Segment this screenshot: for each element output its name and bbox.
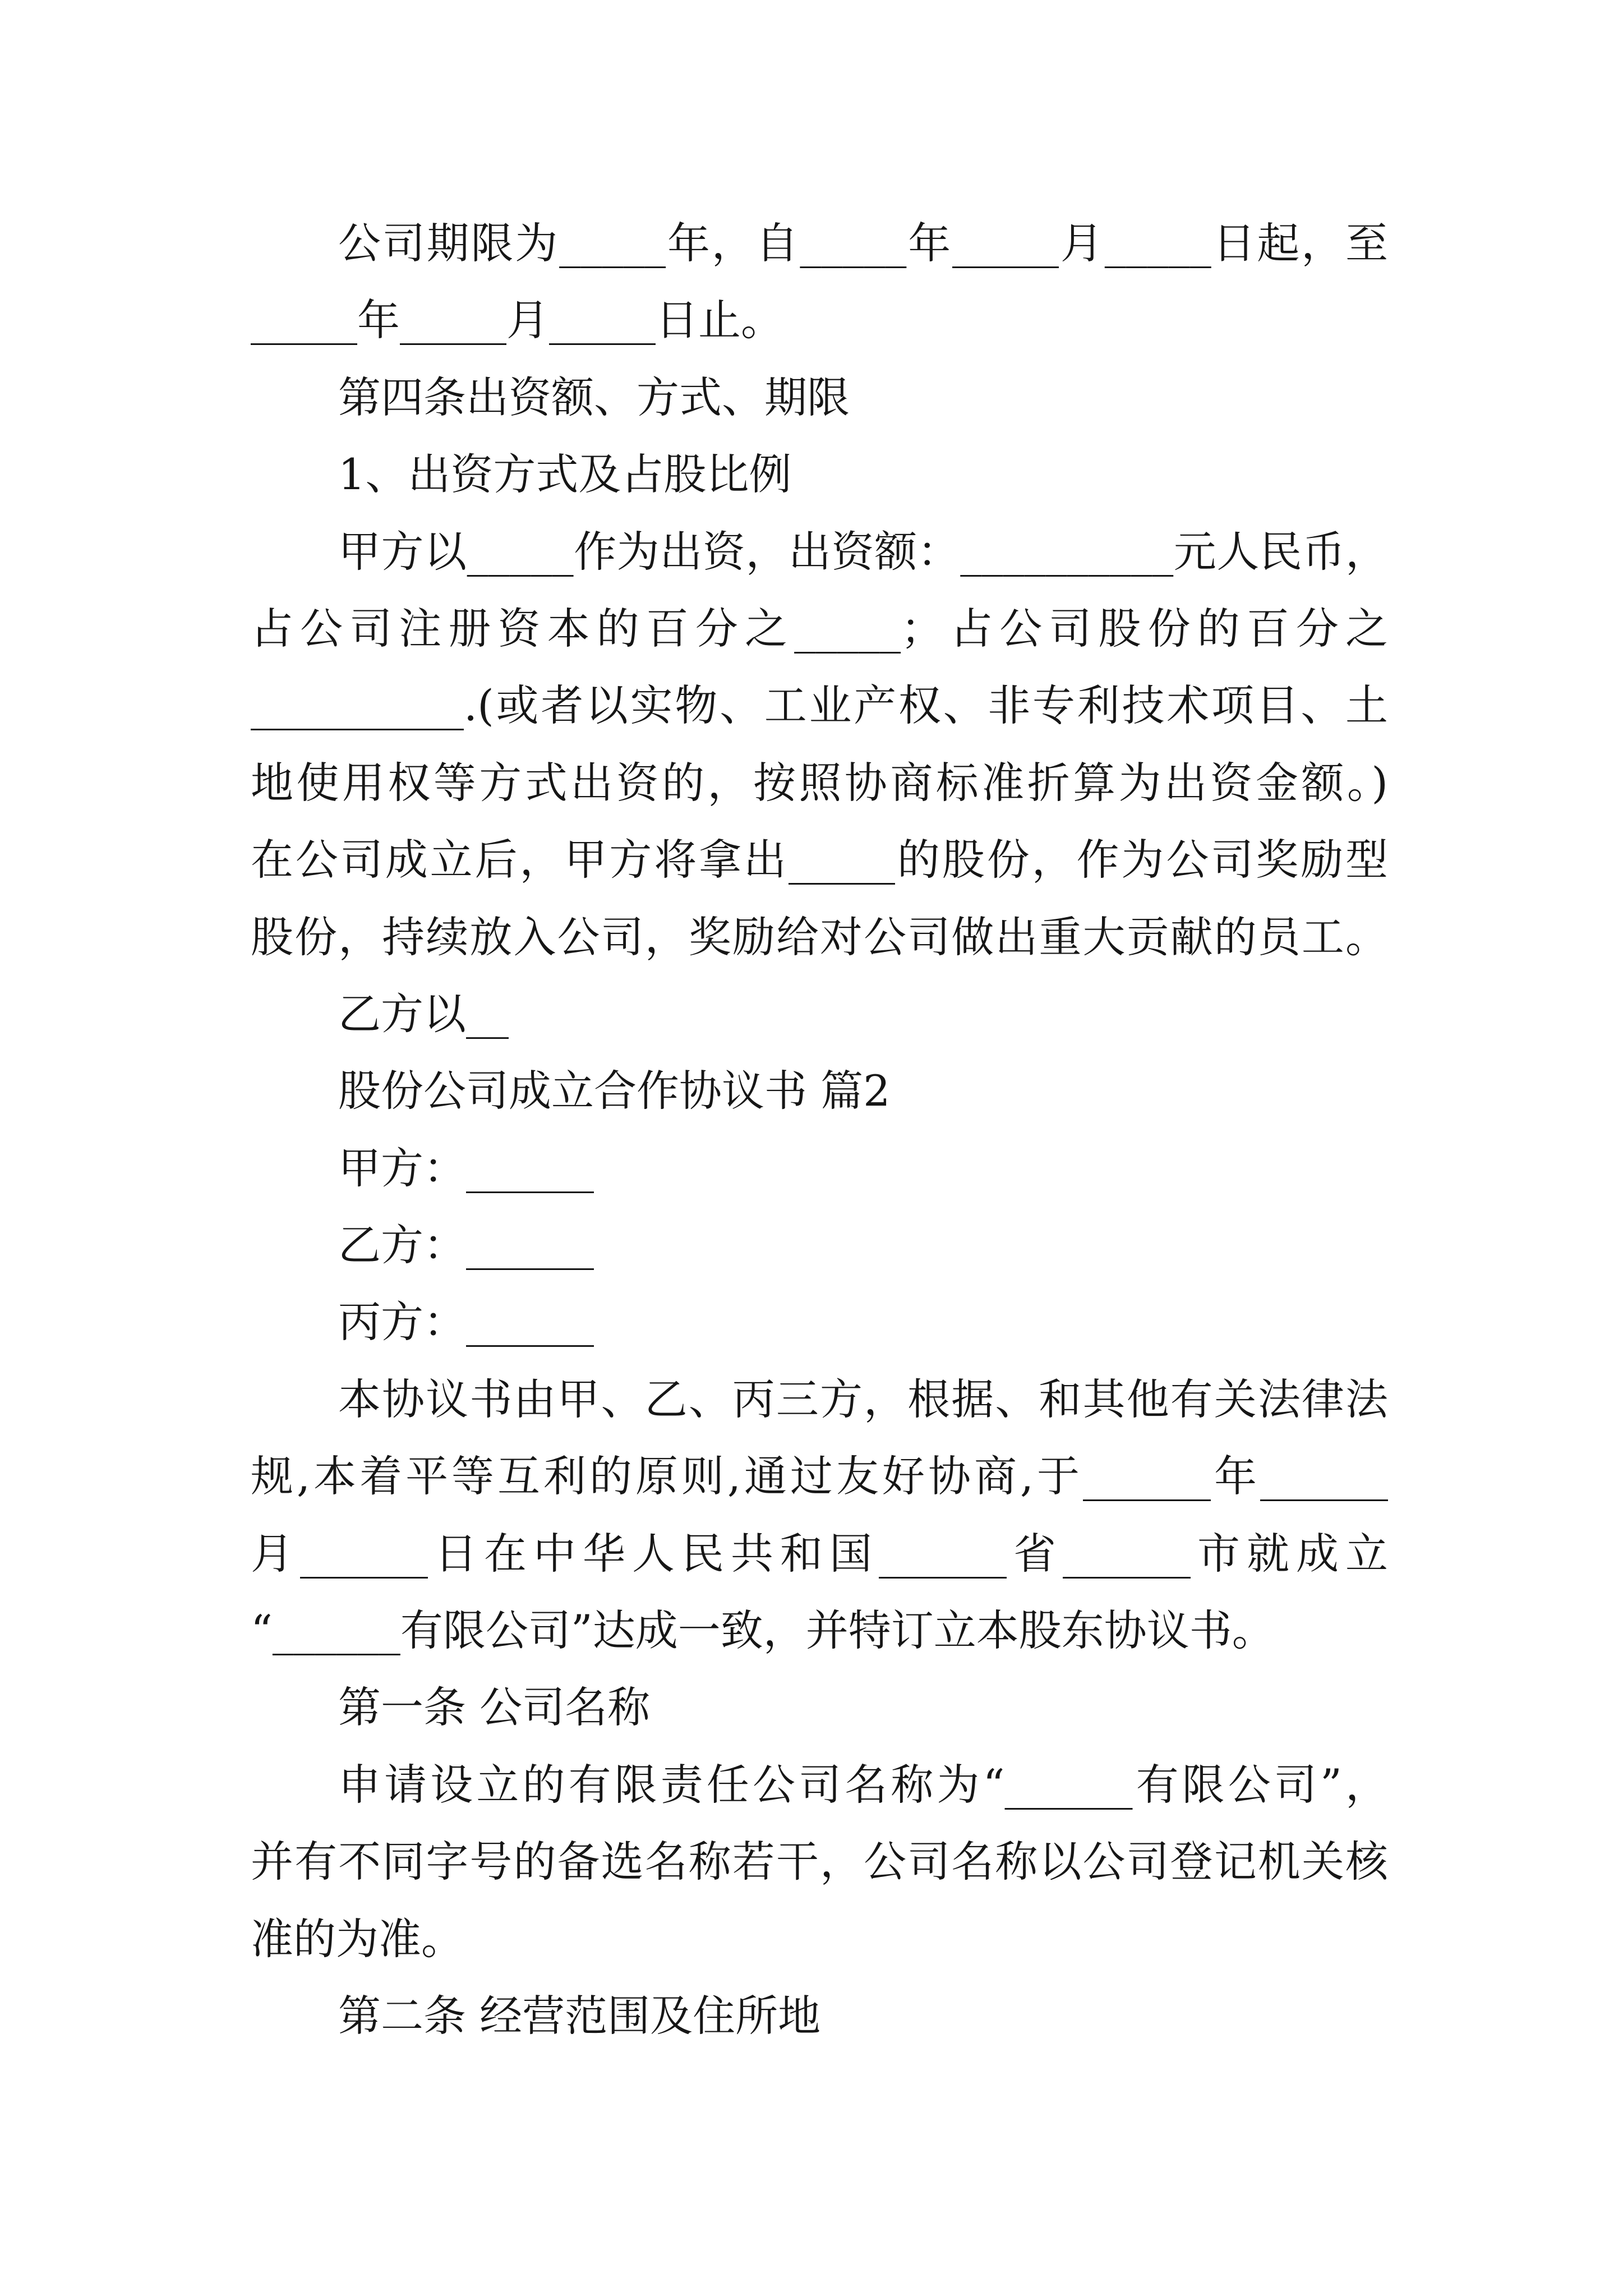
company-name-line-1: 申请设立的有限责任公司名称为“______有限公司”， (338, 1759, 1388, 1810)
company-name-line-3: 准的为准。 (251, 1913, 464, 1964)
preamble-line-4: “______有限公司”达成一致，并特订立本股东协议书。 (251, 1605, 1275, 1656)
party-a-field: 甲方：______ (338, 1143, 594, 1193)
company-name-line-2: 并有不同字号的备选名称若干，公司名称以公司登记机关核 (251, 1837, 1388, 1887)
party-b-field: 乙方：______ (338, 1220, 594, 1271)
article-1-heading: 第一条 公司名称 (338, 1682, 651, 1733)
party-a-contribution-line-2: 占公司注册资本的百分之_____；占公司股份的百分之 (251, 603, 1388, 654)
document-page (251, 205, 1388, 2054)
company-term-line-2: _____年_____月_____日止。 (251, 295, 783, 346)
agreement-2-title: 股份公司成立合作协议书 篇2 (338, 1066, 891, 1116)
party-b-contribution-line: 乙方以__ (338, 988, 509, 1039)
party-a-contribution-line-3: __________.(或者以实物、工业产权、非专利技术项目、土 (251, 680, 1388, 731)
party-a-contribution-line-1: 甲方以_____作为出资，出资额：__________元人民币， (338, 526, 1388, 577)
article-4-heading: 第四条出资额、方式、期限 (338, 372, 850, 422)
party-a-contribution-line-6: 股份，持续放入公司，奖励给对公司做出重大贡献的员工。 (251, 912, 1388, 962)
contribution-method-subheading: 1、出资方式及占股比例 (338, 449, 792, 500)
party-c-field: 丙方：______ (338, 1297, 594, 1347)
preamble-line-3: 月______日在中华人民共和国______省______市就成立 (251, 1528, 1388, 1579)
preamble-line-2: 规,本着平等互利的原则,通过友好协商,于______年______ (251, 1451, 1388, 1502)
company-term-line-1: 公司期限为_____年，自_____年_____月_____日起，至 (338, 218, 1388, 268)
preamble-line-1: 本协议书由甲、乙、丙三方，根据、和其他有关法律法 (338, 1374, 1388, 1424)
article-2-heading: 第二条 经营范围及住所地 (338, 1990, 821, 2041)
party-a-contribution-line-5: 在公司成立后，甲方将拿出_____的股份，作为公司奖励型 (251, 835, 1388, 885)
party-a-contribution-line-4: 地使用权等方式出资的，按照协商标准折算为出资金额。) (251, 757, 1388, 808)
